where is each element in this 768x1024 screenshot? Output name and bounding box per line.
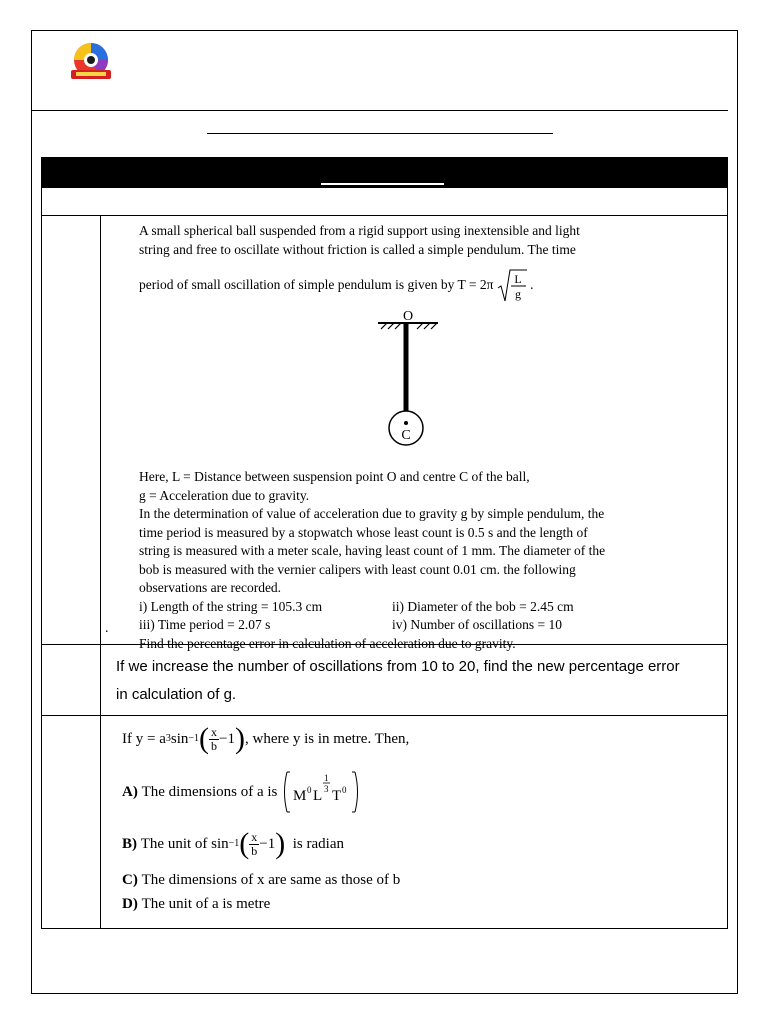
q4-stem-exponent: 3 bbox=[165, 733, 171, 744]
option-a-label: A) bbox=[122, 784, 138, 800]
option-d-text: The unit of a is metre bbox=[141, 896, 271, 912]
question-table bbox=[41, 157, 728, 929]
svg-text:1: 1 bbox=[324, 773, 329, 783]
q4-stem-fraction bbox=[209, 726, 219, 753]
paren-close: ) bbox=[234, 722, 245, 755]
svg-text:T: T bbox=[332, 788, 342, 804]
observation-diameter: ii) Diameter of the bob = 2.45 cm bbox=[392, 598, 574, 614]
q2-intro-line-2: string and free to oscillate without friction is called a simple pendulum. The time bbox=[139, 241, 576, 257]
institute-logo bbox=[68, 40, 114, 84]
option-d-label: D) bbox=[122, 896, 138, 912]
frac-x: x bbox=[251, 829, 258, 844]
header-underline bbox=[321, 183, 444, 185]
svg-text:3: 3 bbox=[324, 784, 329, 794]
option-d bbox=[122, 894, 722, 914]
option-b-inverse: −1 bbox=[228, 838, 240, 849]
question-row-2 bbox=[41, 216, 728, 651]
paren-open: ( bbox=[199, 722, 210, 755]
q4-stem-inverse: −1 bbox=[188, 733, 200, 744]
option-c-text: The dimensions of x are same as those of b bbox=[141, 872, 401, 888]
question-2-content bbox=[139, 222, 719, 653]
q4-stem-post: , where y is in metre. Then, bbox=[244, 731, 410, 747]
option-b-minus: −1 bbox=[259, 836, 276, 852]
column-divider bbox=[100, 716, 101, 928]
paren-close: ) bbox=[275, 827, 286, 860]
section-header-bar bbox=[41, 157, 728, 188]
observation-row-1 bbox=[139, 598, 719, 617]
bullet-dot: . bbox=[105, 621, 109, 636]
observation-row-2 bbox=[139, 616, 719, 635]
question-row-1 bbox=[41, 188, 728, 216]
label-c: C bbox=[401, 428, 411, 443]
sqrt-sign-icon bbox=[497, 268, 527, 304]
option-a-text: The dimensions of a is bbox=[141, 784, 278, 800]
q2-task: Find the percentage error in calculation of acceleration due to gravity. bbox=[139, 635, 516, 651]
q3-line-1: If we increase the number of oscillations from 10 to 20, find the new percentage error bbox=[116, 658, 680, 675]
label-o: O bbox=[402, 309, 414, 324]
q2-body-line-1: In the determination of value of acceleration due to gravity g by simple pendulum, the bbox=[139, 506, 605, 521]
frac-b: b bbox=[251, 843, 258, 858]
frac-b: b bbox=[211, 738, 218, 753]
q2-body-line-5: observations are recorded. bbox=[139, 580, 282, 595]
q2-body-line-3: string is measured with a meter scale, having least count of 1 mm. The diameter of the bbox=[139, 543, 606, 558]
svg-text:L: L bbox=[313, 788, 323, 804]
q3-line-2: in calculation of g. bbox=[116, 686, 237, 703]
q2-intro-line-1: A small spherical ball suspended from a rigid support using inextensible and light bbox=[139, 223, 580, 238]
question-4-content bbox=[122, 722, 722, 914]
q2-here-line-2: g = Acceleration due to gravity. bbox=[139, 487, 310, 503]
sqrt-formula bbox=[497, 268, 527, 304]
pendulum-diagram bbox=[373, 308, 443, 468]
option-b bbox=[122, 824, 722, 864]
observation-time-period: iii) Time period = 2.07 s bbox=[139, 617, 271, 632]
column-divider bbox=[100, 216, 101, 644]
q2-body-line-4: bob is measured with the vernier calipers with least count 0.01 cm. the following bbox=[139, 561, 576, 577]
question-row-3 bbox=[41, 645, 728, 716]
observation-length: i) Length of the string = 105.3 cm bbox=[139, 598, 323, 614]
observation-oscillations: iv) Number of oscillations = 10 bbox=[392, 617, 562, 632]
option-c bbox=[122, 870, 722, 890]
q4-stem-func: sin bbox=[170, 731, 189, 747]
formula-denominator: g bbox=[514, 287, 521, 301]
formula-period: . bbox=[530, 277, 534, 293]
q2-intro-line-3: period of small oscillation of simple pendulum is given by T = 2π bbox=[139, 277, 494, 293]
formula-numerator: L bbox=[514, 272, 522, 286]
title-underline bbox=[207, 133, 553, 134]
column-divider bbox=[100, 645, 101, 715]
frac-x: x bbox=[211, 724, 218, 739]
svg-text:M: M bbox=[293, 788, 307, 804]
q2-formula-line bbox=[139, 268, 719, 304]
q2-here-line-1: Here, L = Distance between suspension point O and centre C of the ball, bbox=[139, 469, 530, 484]
q4-stem bbox=[122, 722, 722, 756]
option-a bbox=[122, 768, 722, 816]
paren-open: ( bbox=[239, 827, 250, 860]
option-a-dimension bbox=[281, 768, 381, 816]
header-divider bbox=[31, 110, 728, 111]
svg-text:0: 0 bbox=[307, 785, 312, 795]
q4-stem-pre: If y = a bbox=[122, 731, 166, 747]
option-b-text-post: is radian bbox=[292, 836, 344, 852]
option-c-label: C) bbox=[122, 872, 138, 888]
q2-body-line-2: time period is measured by a stopwatch whose least count is 0.5 s and the length of bbox=[139, 524, 588, 540]
svg-text:0: 0 bbox=[342, 785, 347, 795]
q4-stem-minus: −1 bbox=[219, 731, 235, 747]
question-row-4 bbox=[41, 716, 728, 929]
option-b-label: B) bbox=[122, 836, 137, 852]
question-3-content bbox=[116, 653, 716, 709]
option-b-text-pre: The unit of sin bbox=[140, 836, 229, 852]
option-b-fraction bbox=[249, 831, 259, 858]
